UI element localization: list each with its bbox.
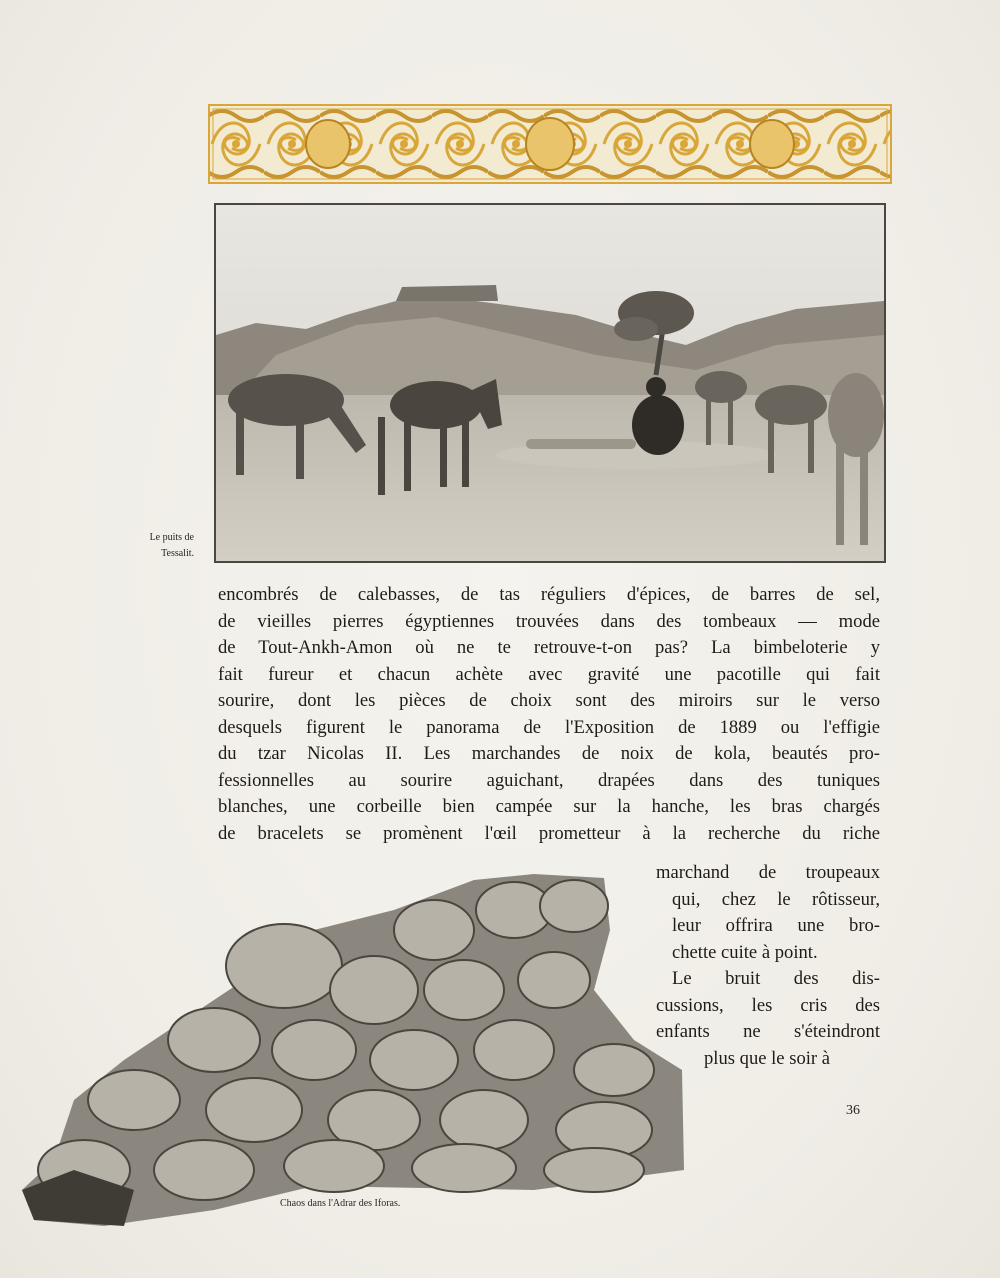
body-line: sourire, dont les pièces de choix sont des miroirs sur le verso	[218, 690, 880, 711]
body-line: de Tout-Ankh-Amon où ne te retrouve-t-on pas? La bimbeloterie y	[218, 637, 880, 658]
rocks-photograph	[14, 870, 690, 1230]
column-line: chette cuite à point.	[672, 941, 818, 963]
body-line: de bracelets se promènent l'œil prometteur à la recherche du riche	[218, 822, 880, 844]
column-line: Le bruit des dis-	[672, 968, 880, 989]
rocks-caption: Chaos dans l'Adrar des Iforas.	[280, 1198, 401, 1209]
page-number: 36	[846, 1103, 860, 1118]
body-line: desquels figurent le panorama de l'Exposition de 1889 ou l'effigie	[218, 716, 880, 738]
column-line: marchand de troupeaux	[656, 862, 880, 883]
body-paragraph	[218, 582, 880, 847]
column-line: enfants ne s'éteindront	[656, 1021, 880, 1042]
ornamental-header-band	[208, 104, 892, 184]
photo-caption-line: Tessalit.	[161, 548, 194, 559]
well-photograph	[214, 203, 886, 563]
photo-caption-line: Le puits de	[149, 532, 194, 543]
photo-caption	[108, 530, 194, 562]
body-line: blanches, une corbeille bien campée sur la hanche, les bras chargés	[218, 796, 880, 817]
column-line: cussions, les cris des	[656, 994, 880, 1016]
body-line: de vieilles pierres égyptiennes trouvées dans des tombeaux — mode	[218, 610, 880, 632]
body-line: encombrés de calebasses, de tas réguliers d'épices, de barres de sel,	[218, 584, 880, 605]
column-line: leur offrira une bro-	[672, 915, 880, 936]
column-line: qui, chez le rôtisseur,	[672, 888, 880, 910]
body-line: du tzar Nicolas II. Les marchandes de noix de kola, beautés pro-	[218, 743, 880, 764]
body-line: fessionnelles au sourire aguichant, drapées dans des tuniques	[218, 769, 880, 791]
body-line: fait fureur et chacun achète avec gravité une pacotille qui fait	[218, 663, 880, 685]
column-line: plus que le soir à	[704, 1047, 830, 1069]
